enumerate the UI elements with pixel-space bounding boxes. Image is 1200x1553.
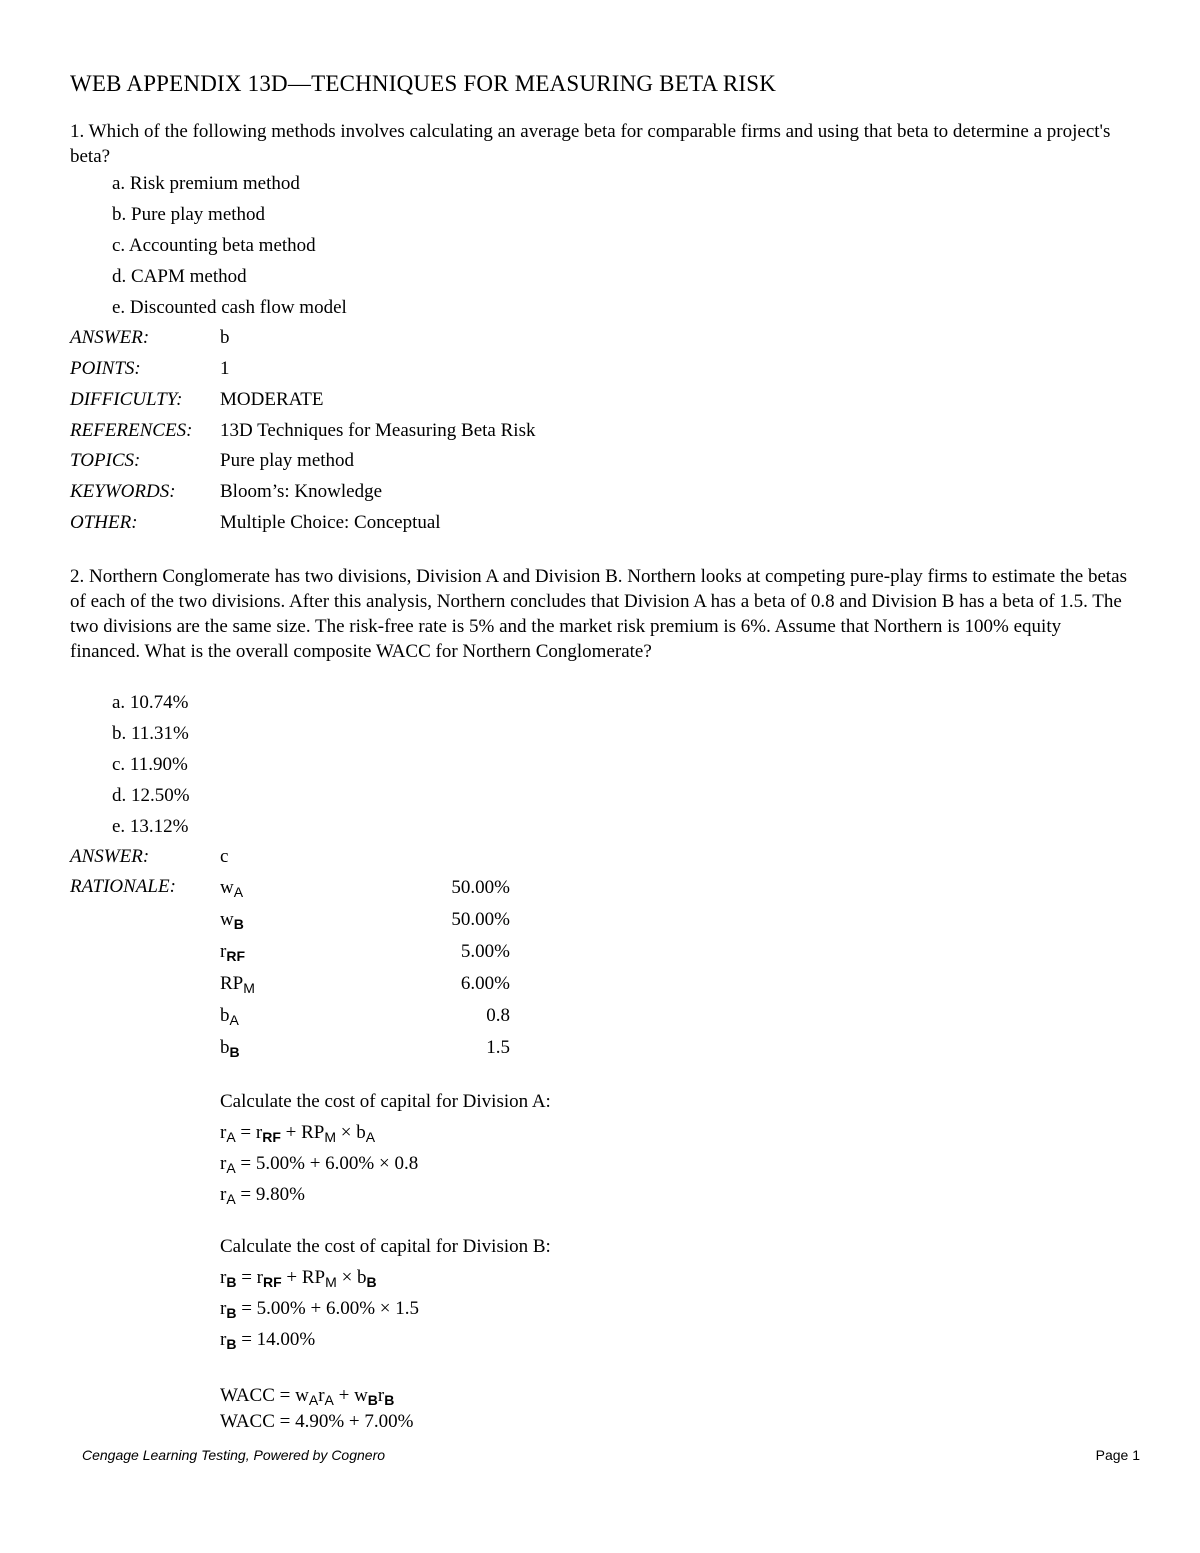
meta-key: DIFFICULTY: [70, 389, 183, 410]
meta-value: Multiple Choice: Conceptual [220, 512, 441, 533]
meta-value: b [220, 327, 230, 348]
meta-value: Pure play method [220, 450, 355, 471]
rationale-variable: $RP_M$ [220, 973, 255, 996]
rationale-row-wa [220, 877, 510, 905]
calc-b-formula: $r_B = r_{RF} + RP_M \times b_B$ [220, 1267, 377, 1290]
calc-a-result: $r_A = 9.80\%$ [220, 1184, 305, 1207]
rationale-value: 5.00% [460, 941, 510, 962]
rationale-variable: $b_A$ [220, 1005, 239, 1028]
question-1-stem: 1. Which of the following methods involves calculating an average beta for comparable firms and using that beta to determine a project's beta? [70, 121, 1111, 167]
question-1-option-b: b. Pure play method [112, 204, 266, 225]
question-1-references-row [70, 420, 770, 446]
rationale-row-ba [220, 1005, 510, 1033]
wacc-substitution: WACC = 4.90% + 7.00% [220, 1411, 414, 1432]
meta-key: ANSWER: [70, 846, 150, 867]
question-1-option-c: c. Accounting beta method [112, 235, 316, 256]
footer-page-number: Page 1 [1095, 1447, 1140, 1463]
meta-key: REFERENCES: [70, 420, 193, 441]
rationale-variable: $w_A$ [220, 877, 244, 900]
question-2-stem: 2. Northern Conglomerate has two divisions, Division A and Division B. Northern looks at competing pure-play firms to estimate the betas of each of the two divisions. After this analysis, Northern concludes that Division A has a beta of 0.8 and Division B has a beta of 1.5. The two divisions are the same size. The risk-free rate is 5% and the market risk premium is 6%. Assume that Northern is 100% equity financed. What is the overall composite WACC for Northern Conglomerate? [70, 566, 1127, 662]
question-1-topics-row [70, 450, 770, 476]
rationale-row-bb [220, 1037, 510, 1065]
calc-b-result: $r_B = 14.00\%$ [220, 1329, 316, 1352]
meta-key: RATIONALE: [70, 876, 176, 897]
question-1-other-row [70, 512, 770, 538]
meta-value: MODERATE [220, 389, 324, 410]
question-2-option-b: b. 11.31% [112, 723, 189, 744]
rationale-row-wb [220, 909, 510, 937]
rationale-value: 6.00% [460, 973, 510, 994]
rationale-value: 50.00% [451, 909, 510, 930]
meta-key: POINTS: [70, 358, 141, 379]
calc-a-formula: $r_A = r_{RF} + RP_M \times b_A$ [220, 1122, 376, 1145]
meta-value: c [220, 846, 229, 867]
footer-publisher: Cengage Learning Testing, Powered by Cognero [82, 1447, 386, 1463]
page-title: WEB APPENDIX 13D—TECHNIQUES FOR MEASURING BETA RISK [70, 71, 777, 96]
question-2-option-d: d. 12.50% [112, 785, 190, 806]
question-2-option-a: a. 10.74% [112, 692, 189, 713]
question-1-answer-row [70, 327, 770, 353]
question-2-option-e: e. 13.12% [112, 816, 189, 837]
question-1-points-row [70, 358, 770, 384]
question-1-option-a: a. Risk premium method [112, 173, 300, 194]
rationale-value: 1.5 [486, 1037, 510, 1058]
question-1-option-e: e. Discounted cash flow model [112, 297, 347, 318]
rationale-value: 50.00% [451, 877, 510, 898]
rationale-variable: $r_{RF}$ [220, 941, 245, 964]
meta-key: TOPICS: [70, 450, 141, 471]
rationale-row-rpm [220, 973, 510, 1001]
rationale-value: 0.8 [486, 1005, 510, 1026]
rationale-variable: $w_B$ [220, 909, 244, 932]
rationale-variable: $b_B$ [220, 1037, 240, 1060]
rationale-row-rrf [220, 941, 510, 969]
meta-key: KEYWORDS: [70, 481, 176, 502]
question-1-difficulty-row [70, 389, 770, 415]
question-1-option-d: d. CAPM method [112, 266, 247, 287]
calc-a-heading: Calculate the cost of capital for Division A: [220, 1091, 551, 1112]
calc-b-heading: Calculate the cost of capital for Division B: [220, 1236, 551, 1257]
wacc-formula: WACC = $w_Ar_A + w_Br_B$ [220, 1385, 395, 1408]
meta-key: ANSWER: [70, 327, 150, 348]
meta-value: Bloom’s: Knowledge [220, 481, 383, 502]
question-2-answer-row [70, 846, 770, 872]
calc-b-substitution: $r_B = 5.00\% + 6.00\% \times 1.5$ [220, 1298, 420, 1321]
question-2-option-c: c. 11.90% [112, 754, 188, 775]
meta-value: 1 [220, 358, 230, 379]
question-1-keywords-row [70, 481, 770, 507]
meta-value: 13D Techniques for Measuring Beta Risk [220, 420, 536, 441]
meta-key: OTHER: [70, 512, 138, 533]
calc-a-substitution: $r_A = 5.00\% + 6.00\% \times 0.8$ [220, 1153, 419, 1176]
